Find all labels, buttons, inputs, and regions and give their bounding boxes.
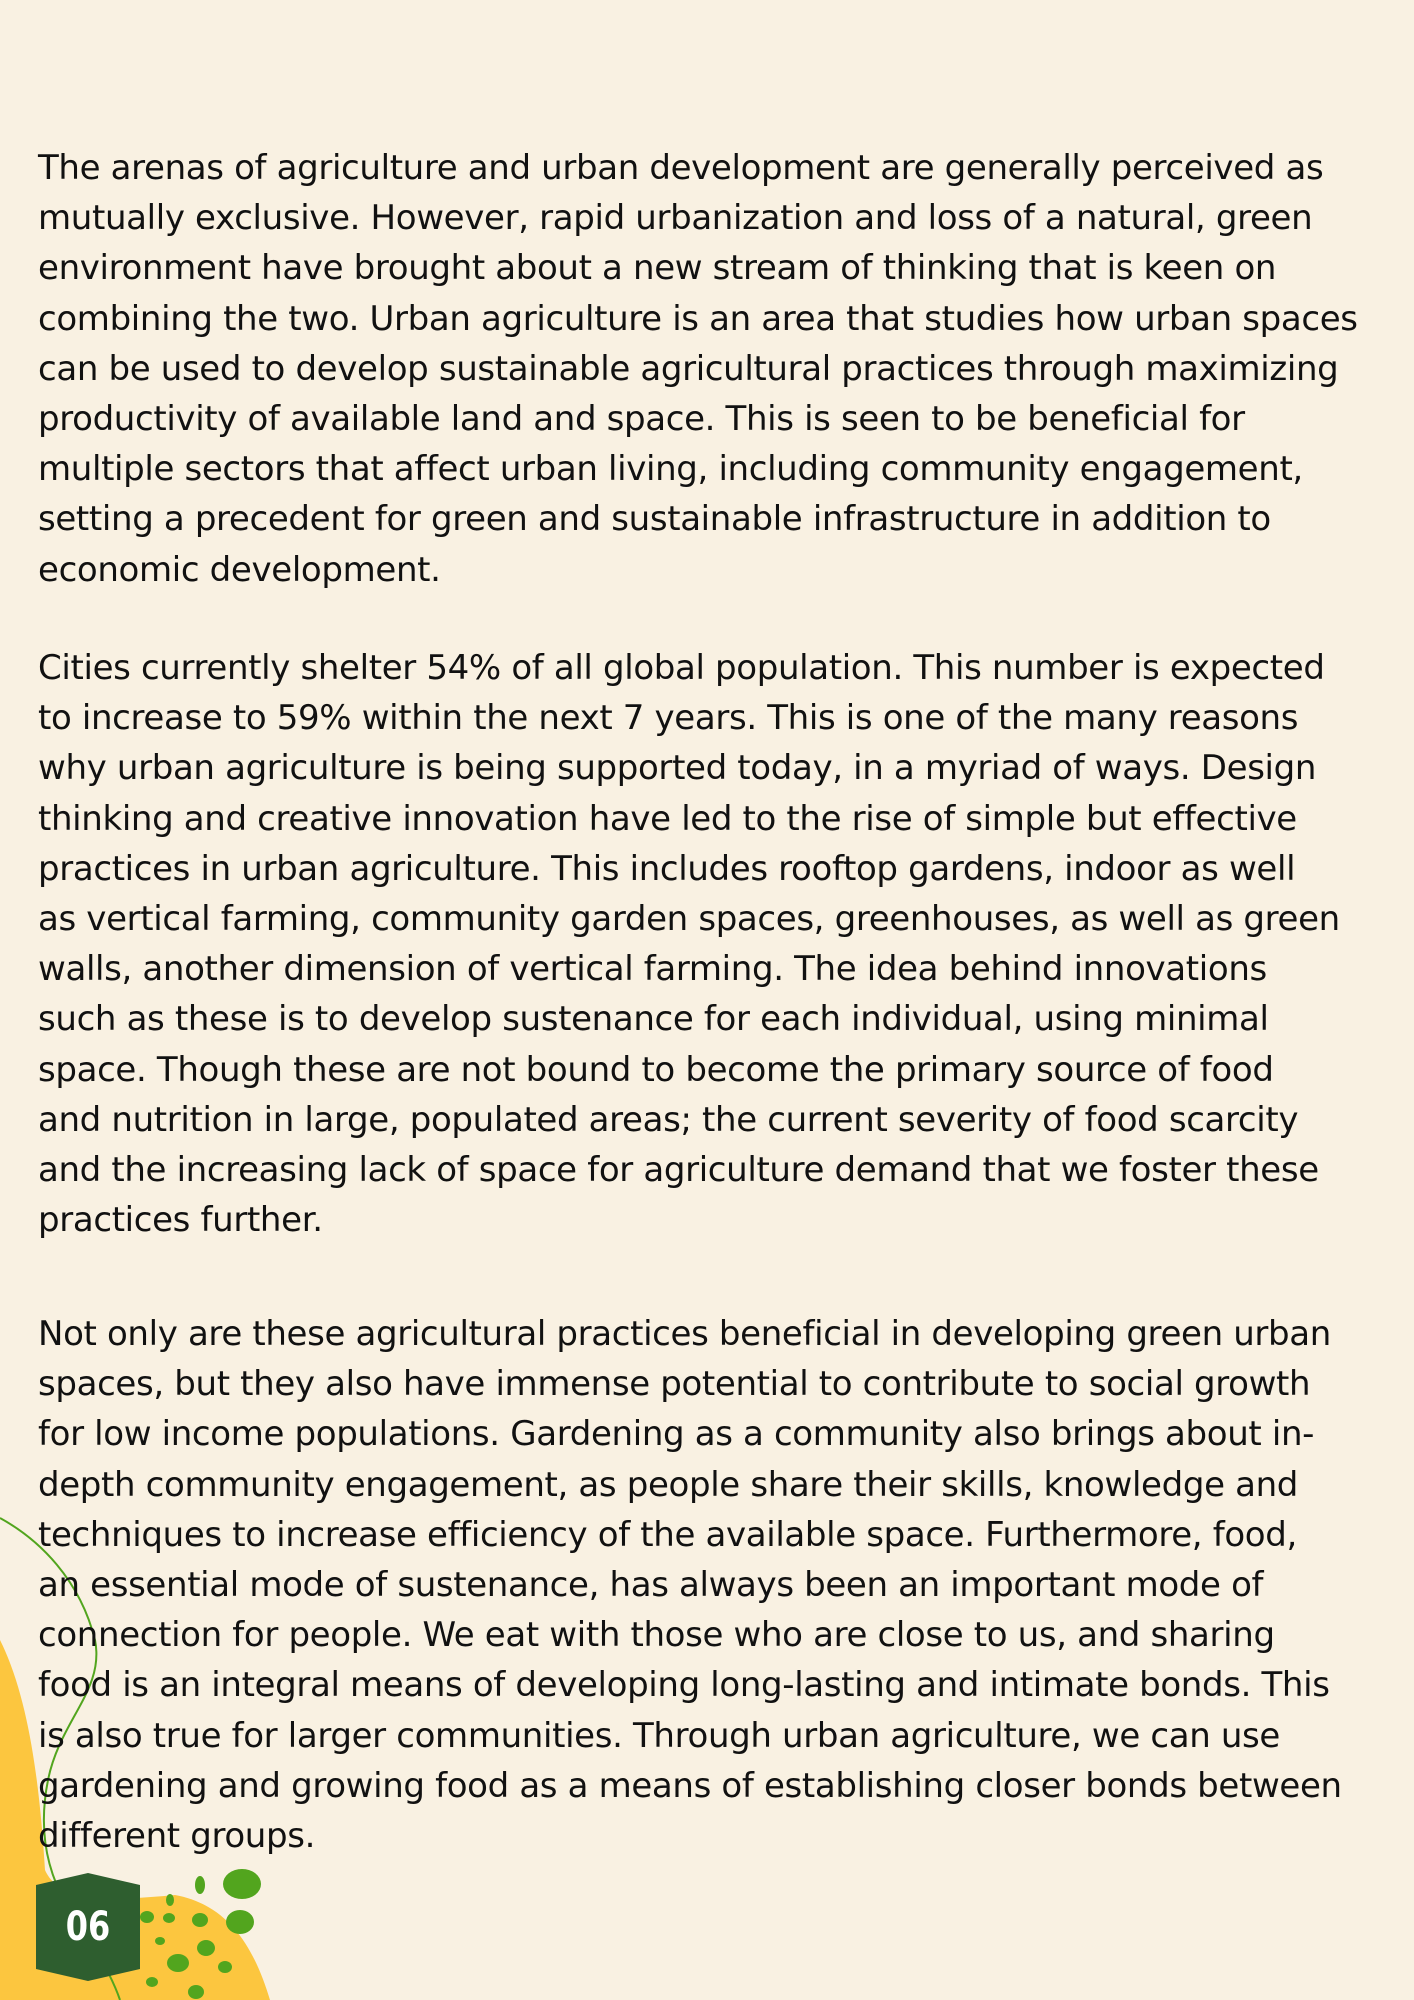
text-line: connection for people. We eat with those who are close to us, and sharing (38, 1615, 1275, 1656)
text-line: and the increasing lack of space for agriculture demand that we foster these (38, 1150, 1319, 1191)
text-line: as vertical farming, community garden spaces, greenhouses, as well as green (38, 899, 1340, 940)
text-line: productivity of available land and space. This is seen to be beneficial for (38, 399, 1245, 440)
text-line: gardening and growing food as a means of establishing closer bonds between (38, 1765, 1342, 1806)
text-line: different groups. (38, 1816, 316, 1857)
text-line: Not only are these agricultural practices beneficial in developing green urban (38, 1314, 1331, 1354)
text-line: combining the two. Urban agriculture is an area that studies how urban spaces (38, 298, 1358, 339)
text-line: depth community engagement, as people share their skills, knowledge and (38, 1464, 1299, 1505)
text-line: setting a precedent for green and sustainable infrastructure in addition to (38, 499, 1271, 540)
text-line: spaces, but they also have immense potential to contribute to social growth (38, 1364, 1311, 1405)
text-line: practices in urban agriculture. This includes rooftop gardens, indoor as well (38, 848, 1296, 889)
text-line: why urban agriculture is being supported today, in a myriad of ways. Design (38, 748, 1317, 789)
text-line: environment have brought about a new stream of thinking that is keen on (38, 248, 1277, 289)
text-line: and nutrition in large, populated areas; the current severity of food scarcity (38, 1099, 1299, 1140)
text-line: for low income populations. Gardening as a community also brings about in- (38, 1414, 1315, 1455)
leaf-dot (188, 1985, 204, 1999)
leaf-dot (167, 1954, 189, 1972)
text-line: to increase to 59% within the next 7 years. This is one of the many reasons (38, 698, 1299, 739)
leaf-dot (163, 1913, 175, 1923)
text-line: thinking and creative innovation have led to the rise of simple but effective (38, 798, 1297, 839)
leaf-dot (218, 1961, 232, 1973)
text-line: Cities currently shelter 54% of all global population. This number is expected (38, 648, 1325, 688)
text-line: can be used to develop sustainable agricultural practices through maximizing (38, 348, 1339, 389)
text-line: such as these is to develop sustenance for each individual, using minimal (38, 999, 1269, 1040)
page-number-badge (36, 1873, 140, 1981)
text-line: is also true for larger communities. Through urban agriculture, we can use (38, 1715, 1280, 1756)
paragraph-2 (38, 643, 1340, 1245)
text-line: practices further. (38, 1200, 323, 1241)
leaf-dot (140, 1911, 154, 1923)
page-number: 06 (65, 1904, 111, 1950)
text-line: an essential mode of sustenance, has always been an important mode of (38, 1565, 1264, 1606)
text-line: space. Though these are not bound to become the primary source of food (38, 1049, 1274, 1090)
leaf-dot (223, 1869, 261, 1899)
paragraph-1 (38, 143, 1408, 595)
leaf-dot (197, 1940, 215, 1956)
leaf-dot (195, 1876, 205, 1894)
text-line: economic development. (38, 549, 441, 590)
leaf-dot (146, 1977, 158, 1987)
leaf-dot (226, 1910, 254, 1934)
text-line: walls, another dimension of vertical farming. The idea behind innovations (38, 949, 1267, 990)
text-line: mutually exclusive. However, rapid urbanization and loss of a natural, green (38, 198, 1313, 239)
text-line: multiple sectors that affect urban living, including community engagement, (38, 449, 1303, 490)
text-line: The arenas of agriculture and urban development are generally perceived as (38, 148, 1324, 188)
leaf-dot (192, 1913, 208, 1927)
paragraph-3 (38, 1309, 1342, 1861)
text-line: food is an integral means of developing long-lasting and intimate bonds. This (38, 1665, 1330, 1706)
leaf-dot (166, 1894, 174, 1906)
article-body (38, 143, 1408, 1857)
leaf-dot (155, 1937, 165, 1945)
text-line: techniques to increase efficiency of the available space. Furthermore, food, (38, 1514, 1297, 1555)
